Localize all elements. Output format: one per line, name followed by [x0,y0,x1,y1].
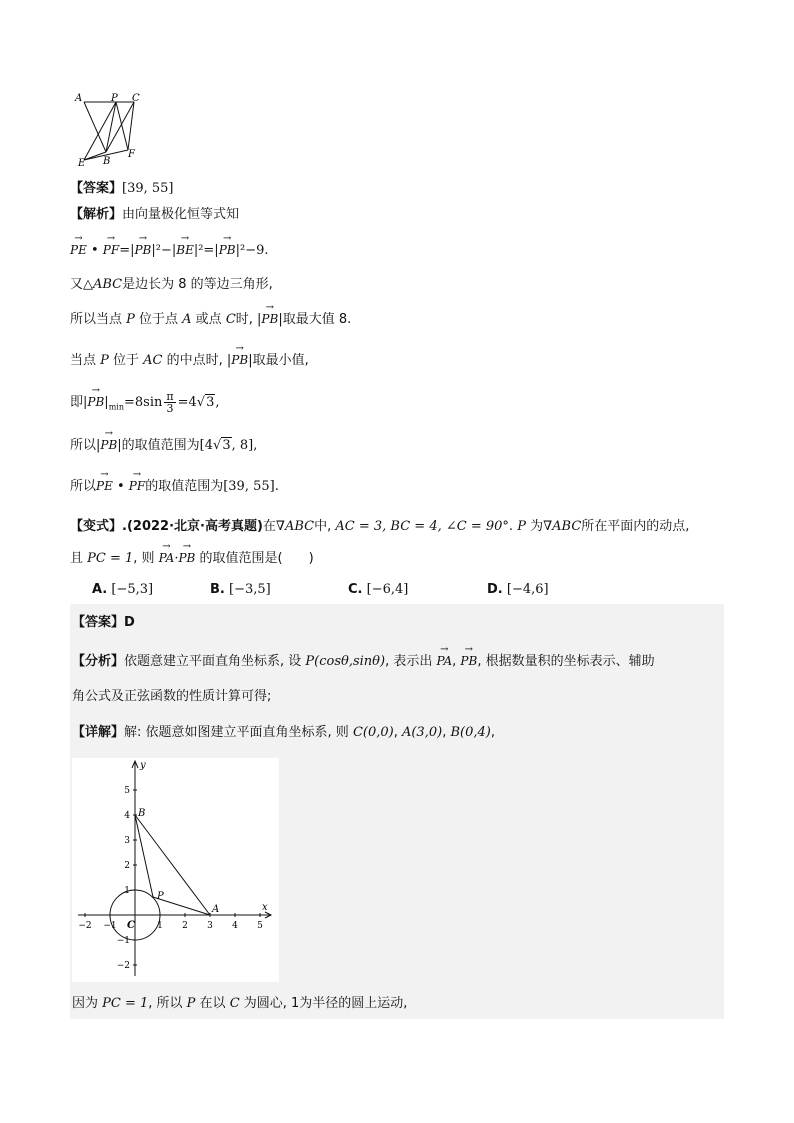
text: 所在平面内的动点, [581,519,690,534]
x-tick: −2 [78,921,92,931]
vector-pf: → PF [129,477,145,495]
text: 或点 [191,312,226,327]
point-c: C [229,996,240,1011]
option-b [210,581,271,599]
option-c [348,581,408,599]
text: 又△ [70,277,93,292]
text: 因为 [72,996,103,1011]
text: , [393,725,402,740]
fig1-label-b: B [103,156,111,167]
analysis-tag: 【分析】 [72,654,125,669]
text: , [490,725,495,740]
analysis-line-3 [70,310,351,329]
text: , 则 [133,551,159,566]
text: 是边长为 8 的等边三角形, [122,277,273,292]
option-value: [−6,4] [366,582,409,597]
dot-op: • [112,479,129,494]
point-p: P [126,312,135,327]
dot-op: · [174,551,179,566]
text: |取最小值, [248,353,309,368]
fig1-label-p: P [111,93,118,104]
point-p: P [100,353,109,368]
fig1-label-f: F [128,149,135,160]
option-letter: C. [348,582,363,597]
text: 位于点 [134,312,183,327]
option-letter: A. [92,582,108,597]
y-tick: 1 [124,886,130,896]
vector-pb: → PB [134,241,151,259]
text: 时, | [235,312,262,327]
point-a-label: A [212,904,220,915]
point-c-label: C [127,920,135,931]
answer-value: [39, 55] [122,181,174,196]
vector-pe: → PE [96,477,113,495]
option-letter: D. [487,582,503,597]
point-p-label: P [157,891,164,902]
text: . [508,519,518,534]
vector-pb: → PB [100,436,117,454]
text: 所以当点 [70,312,127,327]
fig1-label-c: C [132,93,140,104]
text: |取最大值 8. [278,312,352,327]
text: , 8], [231,438,258,453]
dot-op: • [86,243,103,258]
coordinate-figure [72,758,279,982]
text: 在以 [195,996,230,1011]
condition-pc: PC = 1 [87,551,134,566]
option-a [92,581,153,599]
analysis-line-4 [70,351,309,370]
text: 且 [70,551,88,566]
condition-pc: PC = 1 [102,996,149,1011]
x-tick: 3 [207,921,213,931]
text: 在 [262,519,276,534]
final-line [72,995,407,1013]
triangle-abc: ∇ABC [275,519,315,534]
segment-ac: AC [143,353,163,368]
subscript-min: min [108,402,124,412]
option-value: [−4,6] [506,582,549,597]
text: 的取值范围为[39, 55]. [145,479,279,494]
text: , 根据数量积的坐标表示、辅助 [477,654,655,669]
variant-line-2 [70,549,314,568]
analysis-line-5: 即|→ $PB|_{min}=8\sin$ $\frac{\pi}{3}$ =4√3, [70,391,219,417]
x-tick: 2 [182,921,188,931]
option-letter: B. [210,582,225,597]
sqrt-radicand: 3 [222,438,231,453]
vector-pb: → PB [178,549,195,567]
point-b-coords: B(0,4) [450,725,491,740]
y-tick: −1 [116,936,130,946]
point-p: P [517,519,526,534]
variant-source: .(2022·北京·高考真题) [122,519,263,534]
vector-pb: → PB [460,652,477,670]
point-c: C [225,312,236,327]
y-tick: 2 [124,861,130,871]
y-tick: −2 [116,961,130,971]
text: , [452,654,461,669]
option-value: [−3,5] [229,582,271,597]
point-a-coords: A(3,0) [401,725,443,740]
x-tick: 1 [157,921,163,931]
triangle-abc: ∇ABC [543,519,582,534]
answer-value: D [124,615,135,630]
text: 所以| [70,438,101,453]
analysis-line-1 [70,241,269,260]
vector-be: → BE [176,241,194,259]
y-tick: 5 [124,786,130,796]
text: =8sin [123,395,163,410]
vector-pb: → PB [231,351,248,369]
vector-pb: → PB [219,241,236,259]
text: , [215,395,220,410]
analysis-2-line-2 [72,688,271,706]
analysis-tag: 【解析】 [70,207,123,222]
text: |的取值范围为[4 [117,438,214,453]
text: 为圆心, 1为半径的圆上运动, [239,996,408,1011]
detail-tag: 【详解】 [72,725,125,740]
point-a: A [182,312,192,327]
y-axis-label: y [140,760,146,771]
point-b-label: B [138,808,146,819]
text: |²=| [193,243,219,258]
answer-1 [70,180,174,198]
text: 解: 依题意如图建立平面直角坐标系, 则 [124,725,353,740]
fig1-label-a: A [75,93,83,104]
y-tick: 3 [124,836,130,846]
vector-pb: → PB [87,393,104,411]
analysis-2-line-1 [72,652,655,671]
geometry-figure-1 [70,90,150,170]
text: 的中点时, | [162,353,232,368]
analysis-1-heading [70,206,239,224]
x-axis-label: x [262,902,268,913]
option-d [487,581,549,599]
numerator: π [166,390,174,403]
triangle-abc: ABC [93,277,123,292]
sqrt-radicand: 3 [206,395,215,410]
text: 当点 [70,353,101,368]
text: 中, [314,519,336,534]
text: 角公式及正弦函数的性质计算可得; [72,689,272,704]
variant-tag: 【变式】 [70,519,123,534]
text: 依题意建立平面直角坐标系, 设 [124,654,306,669]
option-value: [−5,3] [111,582,154,597]
x-tick: 4 [232,921,238,931]
vector-pe: → PE [70,241,87,259]
vector-pb: → PB [261,310,278,328]
variant-line-1 [70,518,689,536]
analysis-line-2 [70,276,273,294]
x-tick: 5 [257,921,263,931]
text: =4 [177,395,197,410]
text: =| [119,243,135,258]
point-p: P [186,996,196,1011]
y-tick: 4 [124,811,130,821]
text: 位于 [108,353,144,368]
fraction-pi-3 [164,391,175,414]
vector-pa: → PA [437,652,453,670]
answer-tag: 【答案】 [72,615,125,630]
text: , 所以 [148,996,187,1011]
text: , [442,725,451,740]
text: , 表示出 [385,654,437,669]
answer-tag: 【答案】 [70,181,123,196]
analysis-line-6: 所以|→ PB|的取值范围为[4√3, 8], [70,436,257,455]
text: |²−| [151,243,177,258]
point-p-expr: P(cosθ,sinθ) [305,654,386,669]
text: 为 [525,519,544,534]
analysis-intro: 由向量极化恒等式知 [122,207,240,222]
answer-2 [72,614,135,632]
vector-pf: → PF [103,241,119,259]
x-tick: −1 [103,921,117,931]
condition: AC = 3, BC = 4, ∠C = 90° [335,519,509,534]
text: 的取值范围是( ) [195,551,314,566]
point-c-coords: C(0,0) [352,725,394,740]
vector-pa: → PA [159,549,175,567]
text: |²−9. [235,243,269,258]
analysis-line-7 [70,477,279,496]
detail-line [72,724,495,742]
fig1-label-e: E [78,158,86,169]
text: 所以 [70,479,97,494]
text: 即| [70,395,88,410]
denominator: 3 [166,402,174,415]
